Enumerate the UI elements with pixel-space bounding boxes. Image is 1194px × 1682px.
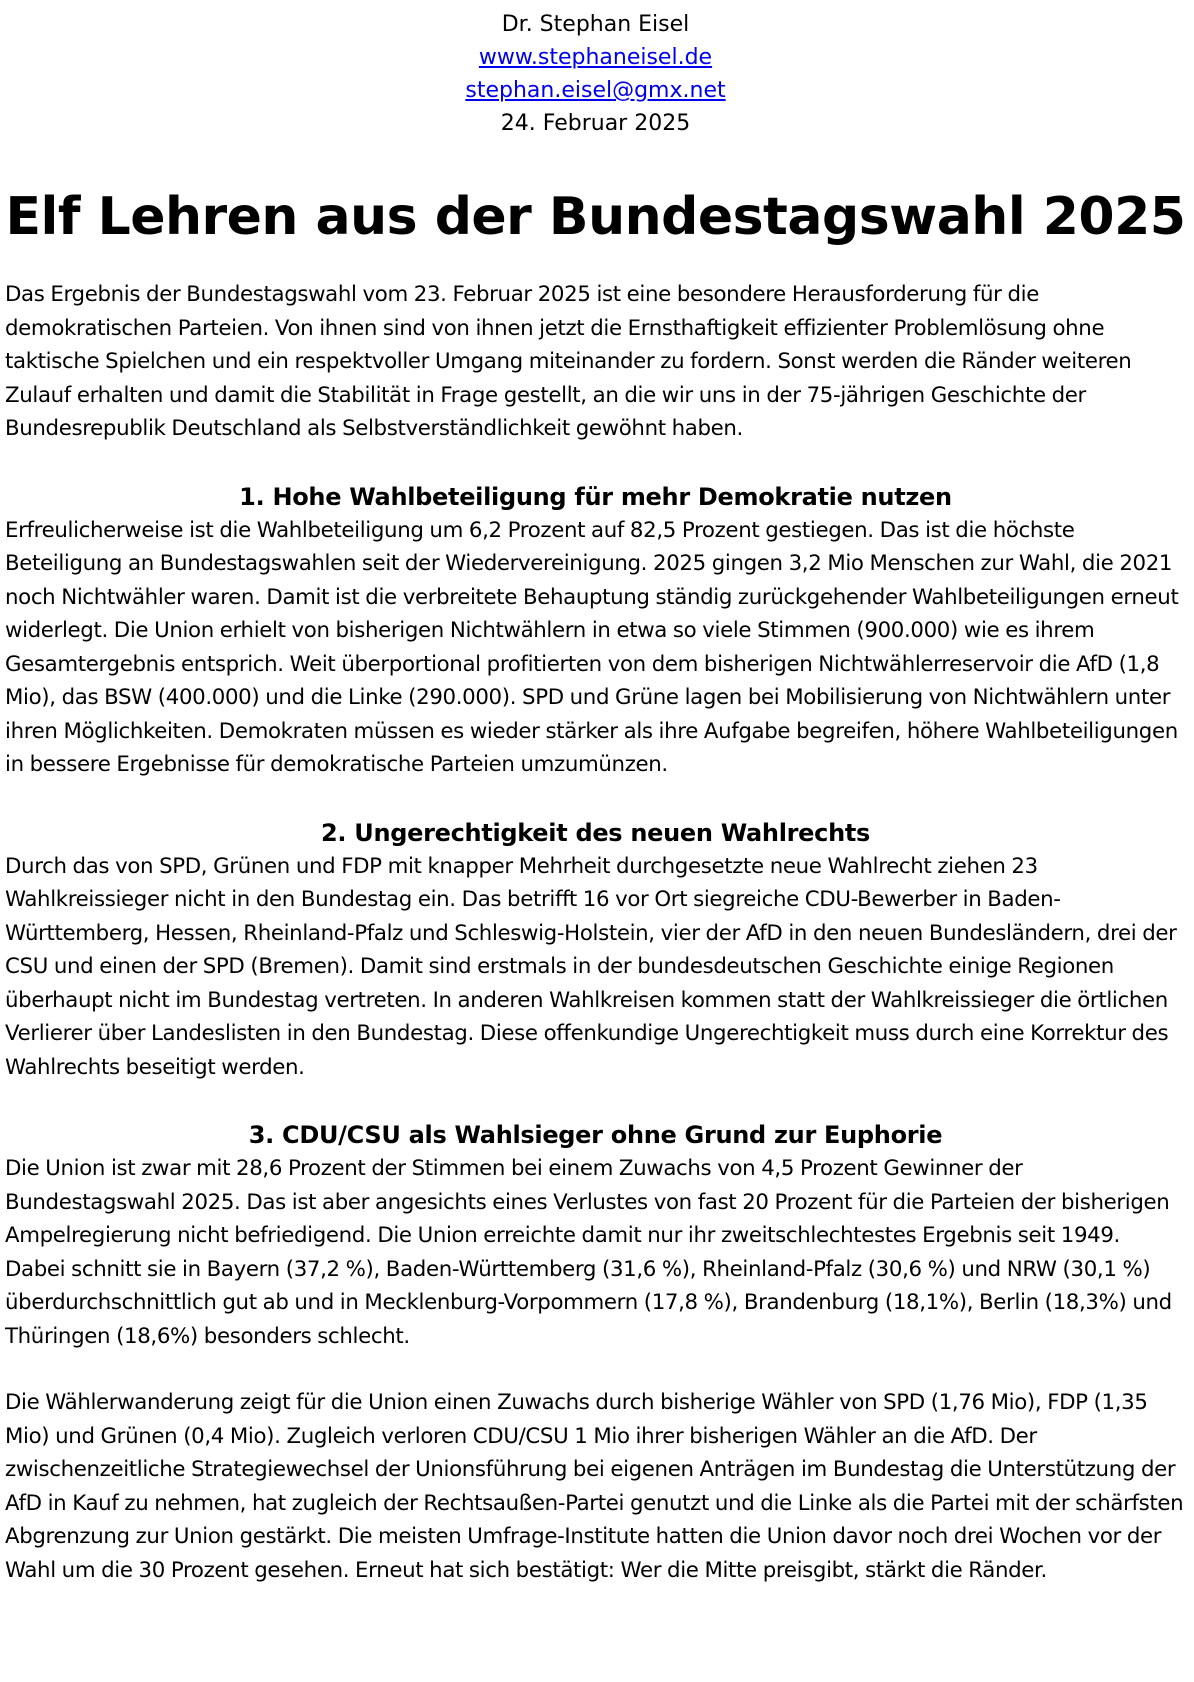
section-1-heading: 1. Hohe Wahlbeteiligung für mehr Demokratie nutzen <box>239 482 952 511</box>
intro-paragraph: Das Ergebnis der Bundestagswahl vom 23. Februar 2025 ist eine besondere Herausforderung für die demokratischen Parteien. Von ihnen sind von ihnen jetzt die Ernsthaftigkeit effizienter Problemlösung ohne taktische Spielchen und ein respektvoller Umgang miteinander zu fordern. Sonst werden die Ränder weiteren Zulauf erhalten und damit die Stabilität in Frage gestellt, an die wir uns in der 75-jährigen Geschichte der Bundesrepublik Deutschland als Selbstverständlichkeit gewöhnt haben. <box>5 282 1132 441</box>
author-header <box>5 0 1186 140</box>
document-title: Elf Lehren aus der Bundestagswahl 2025 <box>5 187 1186 247</box>
email-link[interactable]: stephan.eisel@gmx.net <box>465 78 726 103</box>
section-3-heading: 3. CDU/CSU als Wahlsieger ohne Grund zur Euphorie <box>248 1121 943 1149</box>
section-2-paragraph-1: Durch das von SPD, Grünen und FDP mit knapper Mehrheit durchgesetzte neue Wahlrecht ziehen 23 Wahlkreissieger nicht in den Bundestag ein. Das betrifft 16 vor Ort siegreiche CDU-Bewerber in Baden-Württemberg, Hessen, Rheinland-Pfalz und Schleswig-Holstein, vier der AfD in den neuen Bundesländern, drei der CSU und einen der SPD (Bremen). Damit sind erstmals in der bundesdeutschen Geschichte einige Regionen überhaupt nicht im Bundestag vertreten. In anderen Wahlkreisen kommen statt der Wahlkreissieger die örtlichen Verlierer über Landeslisten in den Bundestag. Diese offenkundige Ungerechtigkeit muss durch eine Korrektur des Wahlrechts beseitigt werden. <box>5 853 1177 1080</box>
author-name: Dr. Stephan Eisel <box>501 12 690 37</box>
section-2-heading: 2. Ungerechtigkeit des neuen Wahlrechts <box>320 818 871 847</box>
website-link[interactable]: www.stephaneisel.de <box>478 45 713 70</box>
section-3-paragraph-1: Die Union ist zwar mit 28,6 Prozent der Stimmen bei einem Zuwachs von 4,5 Prozent Gewinner der Bundestagswahl 2025. Das ist aber angesichts eines Verlustes von fast 20 Prozent für die Parteien der bisherigen Ampelregierung nicht befriedigend. Die Union erreichte damit nur ihr zweitschlechtestes Ergebnis seit 1949. Dabei schnitt sie in Bayern (37,2 %), Baden-Württemberg (31,6 %), Rheinland-Pfalz (30,6 %) und NRW (30,1 %) überdurchschnittlich gut ab und in Mecklenburg-Vorpommern (17,8 %), Brandenburg (18,1%), Berlin (18,3%) und Thüringen (18,6%) besonders schlecht. <box>5 1156 1172 1349</box>
paragraph-spacer <box>5 1353 1186 1386</box>
section-3-paragraph-2: Die Wählerwanderung zeigt für die Union einen Zuwachs durch bisherige Wähler von SPD (1,76 Mio), FDP (1,35 Mio) und Grünen (0,4 Mio). Zugleich verloren CDU/CSU 1 Mio ihrer bisherigen Wähler an die AfD. Der zwischenzeitliche Strategiewechsel der Unionsführung bei eigenen Anträgen im Bundestag die Unterstützung der AfD in Kauf zu nehmen, hat zugleich der Rechtsaußen-Partei genutzt und die Linke als die Partei mit der schärfsten Abgrenzung zur Union gestärkt. Die meisten Umfrage-Institute hatten die Union davor noch drei Wochen vor der Wahl um die 30 Prozent gesehen. Erneut hat sich bestätigt: Wer die Mitte preisgibt, stärkt die Ränder. <box>5 1390 1184 1583</box>
section-1-paragraph-1: Erfreulicherweise ist die Wahlbeteiligung um 6,2 Prozent auf 82,5 Prozent gestiegen. Das ist die höchste Beteiligung an Bundestagswahlen seit der Wiedervereinigung. 2025 gingen 3,2 Mio Menschen zur Wahl, die 2021 noch Nichtwähler waren. Damit ist die verbreitete Behauptung ständig zurückgehender Wahlbeteiligungen erneut widerlegt. Die Union erhielt von bisherigen Nichtwählern in etwa so viele Stimmen (900.000) wie es ihrem Gesamtergebnis entsprich. Weit überportional profitierten von dem bisherigen Nichtwählerreservoir die AfD (1,8 Mio), das BSW (400.000) und die Linke (290.000). SPD und Grüne lagen bei Mobilisierung von Nichtwählern unter ihren Möglichkeiten. Demokraten müssen es wieder stärker als ihre Aufgabe begreifen, höhere Wahlbeteiligungen in bessere Ergebnisse für demokratische Parteien umzumünzen. <box>5 517 1179 777</box>
document-date: 24. Februar 2025 <box>500 111 691 136</box>
